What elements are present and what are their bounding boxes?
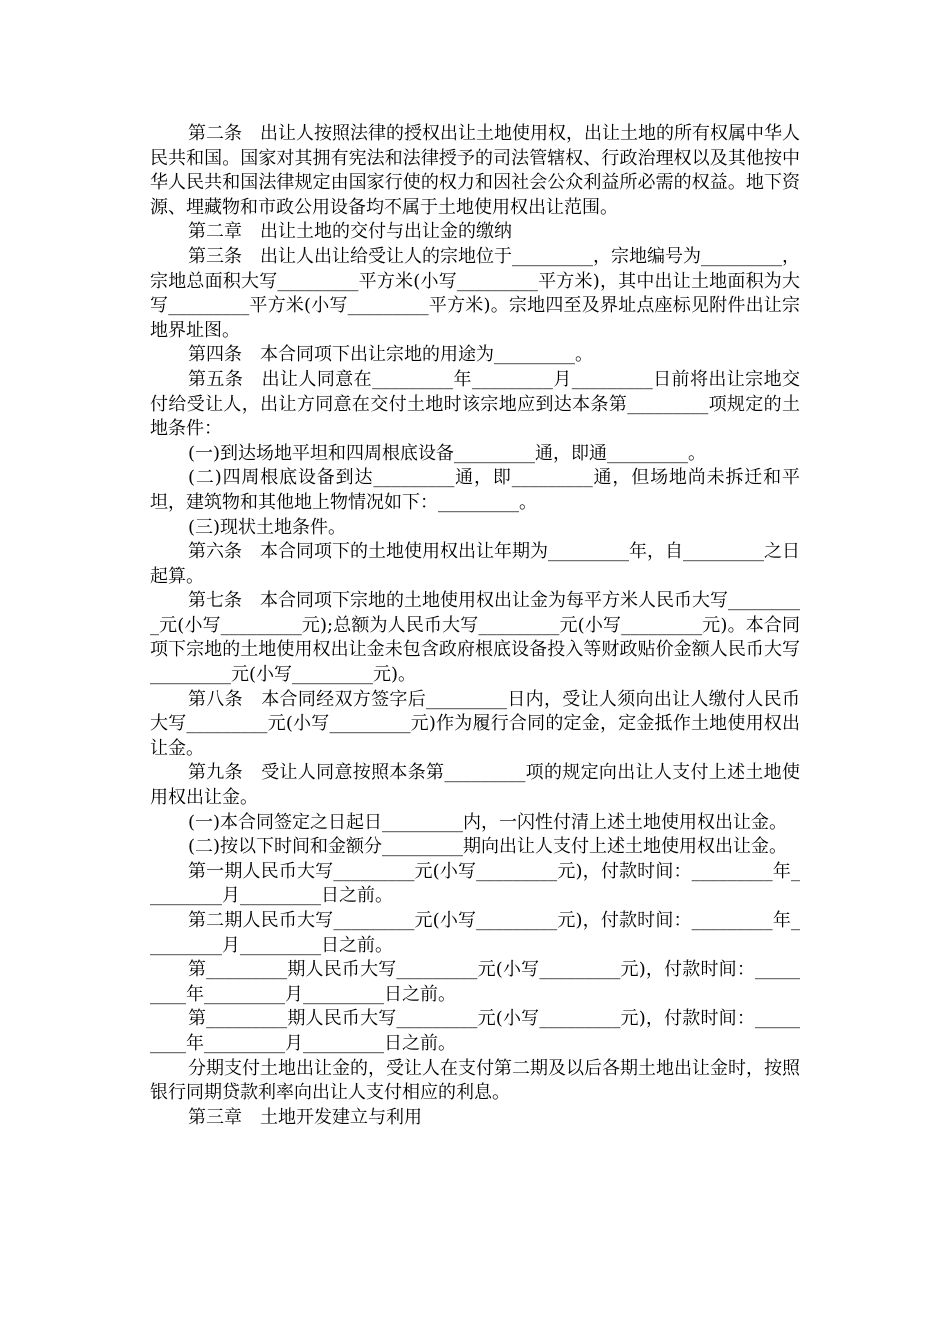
installment-interest-note: 分期支付土地出让金的，受让人在支付第二期及以后各期土地出让金时，按照银行同期贷款利率向出让人支付相应的利息。 [150, 1057, 800, 1104]
article-5: 第五条 出让人同意在_________年_________月_________日前将出让宗地交付给受让人，出让方同意在交付土地时该宗地应到达本条第_________项规定的土地条件： [150, 368, 800, 440]
installment-n-2: 第_________期人民币大写_________元(小写_________元)，付款时间：_________年_________月_________日之前。 [150, 1008, 800, 1054]
article-5-item-3: (三)现状土地条件。 [188, 516, 347, 538]
article-9-item-1: (一)本合同签定之日起日_________内，一闪性付清上述土地使用权出让金。 [188, 811, 788, 833]
installment-2: 第二期人民币大写_________元(小写_________元)，付款时间：_________年_________月_________日之前。 [150, 910, 800, 956]
article-7: 第七条 本合同项下宗地的土地使用权出让金为每平方米人民币大写_________元(小写_________元);总额为人民币大写_________元(小写_________元)。本合同项下宗地的土地使用权出让金未包含政府根底设备投入等财政贴价金额人民币大写_________元(小写_________元)。 [150, 590, 800, 686]
article-8: 第八条 本合同经双方签字后_________日内，受让人须向出让人缴付人民币大写_________元(小写_________元)作为履行合同的定金，定金抵作土地使用权出让金。 [150, 688, 800, 759]
article-9-item-2: (二)按以下时间和金额分_________期向出让人支付上述土地使用权出让金。 [188, 836, 788, 858]
chapter-2-heading: 第二章 出让土地的交付与出让金的缴纳 [188, 221, 512, 243]
chapter-3-heading: 第三章 土地开发建立与利用 [188, 1106, 422, 1128]
article-5-item-1: (一)到达场地平坦和四周根底设备_________通，即通_________。 [188, 442, 707, 464]
article-9: 第九条 受让人同意按照本条第_________项的规定向出让人支付上述土地使用权出让金。 [150, 762, 800, 809]
document-body [150, 122, 800, 1130]
article-6: 第六条 本合同项下的土地使用权出让年期为_________年，自_________之日起算。 [150, 541, 800, 587]
installment-n-1: 第_________期人民币大写_________元(小写_________元)，付款时间：_________年_________月_________日之前。 [150, 959, 800, 1005]
article-4: 第四条 本合同项下出让宗地的用途为_________。 [188, 344, 593, 366]
installment-1: 第一期人民币大写_________元(小写_________元)，付款时间：_________年_________月_________日之前。 [150, 860, 800, 907]
article-2: 第二条 出让人按照法律的授权出让土地使用权，出让土地的所有权属中华人民共和国。国家对其拥有宪法和法律授予的司法管辖权、行政治理权以及其他按中华人民共和国法律规定由国家行使的权力和因社会公众利益所必需的权益。地下资源、埋藏物和市政公用设备均不属于土地使用权出让范围。 [150, 123, 800, 218]
article-3: 第三条 出让人出让给受让人的宗地位于_________，宗地编号为_________，宗地总面积大写_________平方米(小写_________平方米)，其中出让土地面积为大写_________平方米(小写_________平方米)。宗地四至及界址点座标见附件出让宗地界址图。 [150, 245, 800, 341]
article-5-item-2: (二)四周根底设备到达_________通，即_________通，但场地尚未拆迁和平坦，建筑物和其他地上物情况如下：_________。 [150, 467, 800, 513]
